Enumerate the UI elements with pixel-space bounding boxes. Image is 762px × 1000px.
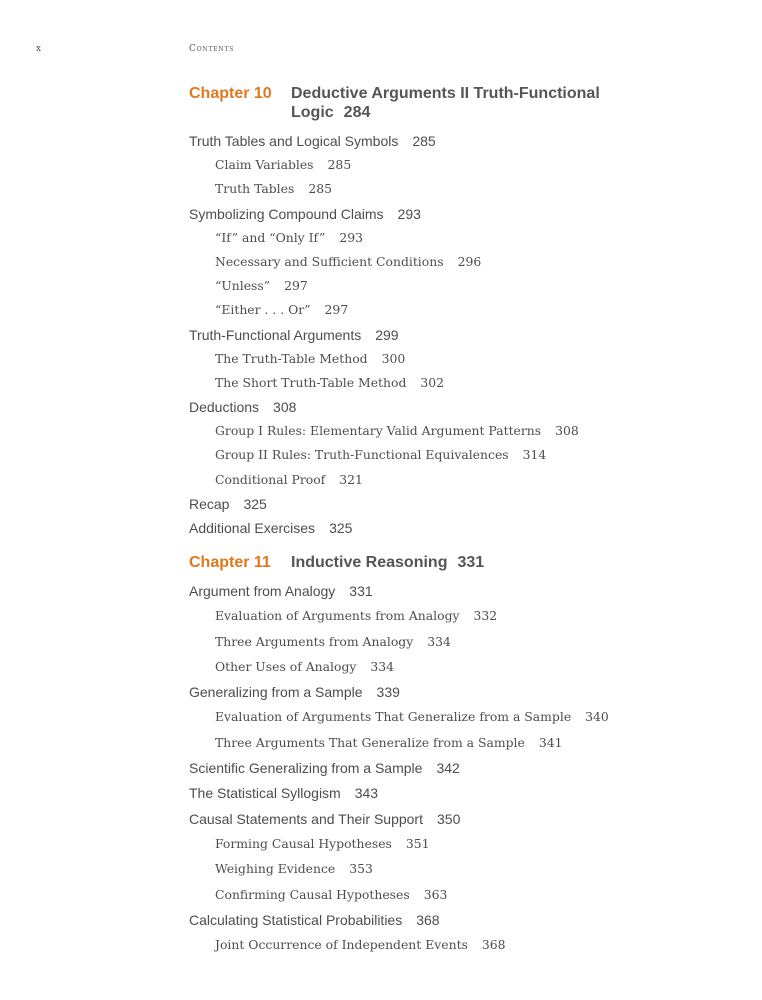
toc-subsection-entry: [189, 834, 709, 859]
toc-entry-title: The Short Truth-Table Method: [215, 374, 407, 390]
toc-subsection-entry: [189, 373, 709, 397]
toc-entry-title: Confirming Causal Hypotheses: [215, 886, 410, 902]
toc-list-chapter-11: [189, 581, 709, 960]
toc-subsection-entry: [189, 155, 709, 179]
toc-entry-title: Generalizing from a Sample: [189, 684, 363, 701]
toc-entry-title: Claim Variables: [215, 157, 314, 173]
toc-entry-page: 285: [327, 157, 352, 173]
toc-section-entry: [189, 204, 709, 228]
toc-subsection-entry: [189, 935, 709, 960]
toc-section-entry: [189, 682, 709, 707]
toc-subsection-entry: [189, 859, 709, 884]
toc-entry-page: 308: [273, 399, 297, 416]
toc-entry-title: Forming Causal Hypotheses: [215, 835, 392, 851]
toc-section-entry: [189, 581, 709, 606]
toc-entry-page: 321: [339, 471, 363, 487]
toc-entry-title: Recap: [189, 495, 230, 512]
toc-section-entry: [189, 783, 709, 808]
toc-subsection-entry: [189, 276, 709, 300]
toc-entry-title: “Either . . . Or”: [215, 302, 311, 318]
toc-entry-page: 300: [381, 350, 406, 366]
toc-entry-page: 334: [427, 633, 451, 649]
toc-entry-page: 302: [420, 374, 445, 390]
toc-subsection-entry: [189, 606, 709, 631]
toc-entry-title: Additional Exercises: [189, 520, 316, 536]
toc-entry-title: Weighing Evidence: [215, 861, 336, 877]
toc-entry-title: Evaluation of Arguments from Analogy: [215, 608, 460, 624]
toc-entry-title: “If” and “Only If”: [215, 229, 326, 245]
toc-entry-page: 334: [370, 658, 395, 674]
toc-entry-title: Necessary and Sufficient Conditions: [215, 253, 444, 269]
chapter-page: 331: [457, 554, 485, 571]
toc-entry-page: 339: [376, 684, 400, 701]
toc-entry-page: 293: [397, 205, 421, 222]
toc-section-entry: [189, 809, 709, 834]
toc-entry-title: The Truth-Table Method: [215, 350, 368, 366]
toc-subsection-entry: [189, 657, 709, 682]
toc-entry-title: The Statistical Syllogism: [189, 785, 341, 802]
toc-subsection-entry: [189, 228, 709, 252]
toc-entry-title: Truth Tables and Logical Symbols: [189, 133, 399, 149]
toc-entry-page: 325: [243, 495, 267, 512]
toc-section-entry: [189, 131, 709, 155]
toc-section-entry: [189, 758, 709, 783]
toc-entry-title: Group I Rules: Elementary Valid Argument Patterns: [215, 423, 542, 439]
toc-subsection-entry: [189, 349, 709, 373]
toc-entry-page: 341: [538, 734, 563, 750]
toc-entry-page: 314: [522, 447, 547, 463]
toc-section-entry: [189, 910, 709, 935]
toc-entry-page: 363: [423, 886, 448, 902]
toc-entry-title: Truth Tables: [215, 181, 295, 197]
toc-entry-title: Scientific Generalizing from a Sample: [189, 760, 423, 777]
toc-entry-title: “Unless”: [215, 278, 271, 294]
toc-entry-page: 342: [436, 760, 460, 777]
toc-entry-title: Conditional Proof: [215, 471, 326, 487]
toc-entry-page: 332: [473, 608, 498, 624]
chapter-title: [291, 84, 659, 122]
toc-entry-title: Deductions: [189, 399, 260, 416]
toc-subsection-entry: [189, 707, 709, 732]
chapter-heading-10: [189, 84, 659, 122]
toc-entry-page: 297: [324, 302, 349, 318]
toc-subsection-entry: [189, 733, 709, 758]
toc-subsection-entry: [189, 300, 709, 324]
toc-entry-page: 325: [329, 520, 353, 536]
chapter-title: [291, 553, 659, 572]
toc-entry-title: Evaluation of Arguments That Generalize from a Sample: [215, 709, 572, 725]
toc-entry-page: 299: [375, 326, 399, 343]
toc-entry-page: 350: [437, 810, 461, 827]
toc-entry-page: 368: [416, 911, 440, 928]
toc-entry-title: Truth-Functional Arguments: [189, 326, 362, 343]
toc-entry-title: Argument from Analogy: [189, 583, 336, 599]
toc-entry-page: 368: [481, 937, 506, 953]
toc-subsection-entry: [189, 885, 709, 910]
chapter-title-text: Deductive Arguments II Truth-Functional Logic: [291, 85, 600, 121]
chapter-title-text: Inductive Reasoning: [291, 554, 448, 571]
chapter-number: Chapter 10: [189, 85, 272, 102]
toc-section-entry: [189, 494, 709, 518]
page-number: x: [36, 44, 42, 54]
section-title: Contents: [189, 44, 235, 54]
toc-section-entry: [189, 518, 709, 542]
toc-entry-page: 293: [339, 229, 363, 245]
toc-entry-page: 285: [308, 181, 332, 197]
toc-entry-page: 285: [412, 133, 436, 149]
toc-entry-title: Three Arguments from Analogy: [215, 633, 414, 649]
toc-entry-title: Causal Statements and Their Support: [189, 810, 423, 827]
chapter-heading-11: [189, 553, 659, 572]
toc-entry-title: Symbolizing Compound Claims: [189, 205, 384, 222]
chapter-page: 284: [343, 104, 371, 121]
toc-subsection-entry: [189, 445, 709, 469]
toc-entry-page: 343: [354, 785, 379, 802]
toc-section-entry: [189, 325, 709, 349]
chapter-number: Chapter 11: [189, 554, 271, 571]
toc-subsection-entry: [189, 421, 709, 445]
toc-entry-page: 297: [284, 278, 308, 294]
toc-subsection-entry: [189, 252, 709, 276]
toc-entry-page: 331: [349, 583, 373, 599]
toc-subsection-entry: [189, 470, 709, 494]
toc-entry-title: Joint Occurrence of Independent Events: [215, 937, 468, 953]
toc-entry-title: Three Arguments That Generalize from a Sample: [215, 734, 525, 750]
toc-entry-page: 353: [349, 861, 373, 877]
toc-entry-page: 340: [585, 709, 609, 725]
toc-section-entry: [189, 397, 709, 421]
toc-entry-page: 351: [405, 835, 430, 851]
toc-entry-title: Calculating Statistical Probabilities: [189, 911, 403, 928]
toc-entry-page: 308: [555, 423, 579, 439]
toc-list-chapter-10: [189, 131, 709, 542]
toc-entry-page: 296: [457, 253, 482, 269]
toc-subsection-entry: [189, 632, 709, 657]
toc-entry-title: Group II Rules: Truth-Functional Equivalences: [215, 447, 509, 463]
toc-subsection-entry: [189, 179, 709, 203]
toc-entry-title: Other Uses of Analogy: [215, 658, 357, 674]
running-head: [0, 44, 762, 58]
